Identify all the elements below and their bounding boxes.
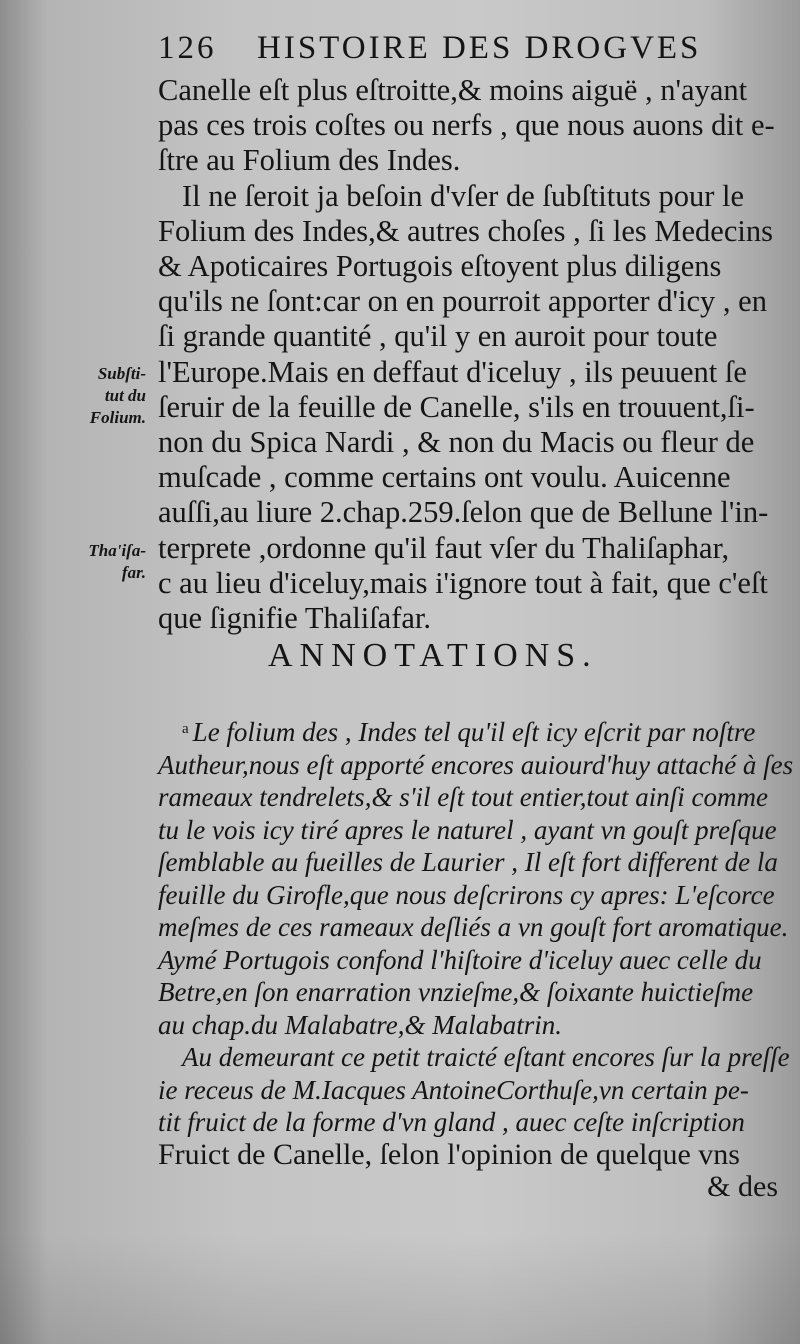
annotation-line: Fruict de Canelle, ſelon l'opinion de quelque vns xyxy=(158,1137,740,1171)
annotation-line: ſemblable au fueilles de Laurier , Il eſt fort different de la xyxy=(158,847,778,877)
page-number: 126 xyxy=(158,30,217,66)
margin-note-thalisafar: Tha'iſa- far. xyxy=(88,541,146,582)
text-line: l'Europe.Mais en deffaut d'iceluy , ils peuuent ſe xyxy=(158,354,747,389)
annotation-line: meſmes de ces rameaux deſliés a vn gouſt fort aromatique. xyxy=(158,912,789,942)
text-line: pas ces trois coſtes ou nerfs , que nous auons dit e- xyxy=(158,108,775,143)
text-line: ſeruir de la feuille de Canelle, s'ils en trouuent,ſi- xyxy=(158,389,755,424)
text-line: ſtre au Folium des Indes. xyxy=(158,143,461,178)
page-shadow xyxy=(0,1234,800,1344)
text-line: & Apoticaires Portugois eſtoyent plus diligens xyxy=(158,249,722,284)
annotation-line: tit fruict de la forme d'vn gland , auec ceſte inſcription xyxy=(158,1107,745,1137)
annotations-text xyxy=(158,713,794,1204)
footnote-marker: a xyxy=(182,721,189,737)
text-line: auſſi,au liure 2.chap.259.ſelon que de Bellune l'in- xyxy=(158,495,769,530)
annotation-line: $^a$ Le folium des , Indes tel qu'il eſt icy eſcrit par noſtre xyxy=(182,717,756,747)
annotation-line: Betre,en ſon enarration vnzieſme,& ſoixante huictieſme xyxy=(158,977,754,1007)
catchword: & des xyxy=(707,1170,778,1203)
annotation-line: ie receus de M.Iacques AntoineCorthuſe,vn certain pe- xyxy=(158,1074,749,1105)
text-line: qu'ils ne ſont:car on en pourroit apporter d'icy , en xyxy=(158,284,767,319)
annotation-line: tu le vois icy tiré apres le naturel , ayant vn gouſt preſque xyxy=(158,814,777,845)
running-title: HISTOIRE DES DROGVES xyxy=(257,30,702,66)
annotation-line: rameaux tendrelets,& s'il eſt tout entier,tout ainſi comme xyxy=(158,782,768,812)
annotation-line: Aymé Portugois confond l'hiſtoire d'iceluy auec celle du xyxy=(158,944,762,975)
annotation-line: feuille du Girofle,que nous deſcrirons cy apres: L'eſcorce xyxy=(158,879,775,910)
text-line: c au lieu d'iceluy,mais i'ignore tout à fait, que c'eſt xyxy=(158,565,768,600)
text-line: Il ne ſeroit ja beſoin d'vſer de ſubſtituts pour le xyxy=(182,178,744,213)
text-line: que ſignifie Thaliſafar. xyxy=(158,601,431,636)
text-line: ſi grande quantité , qu'il y en auroit pour toute xyxy=(158,319,718,354)
running-header xyxy=(158,30,701,67)
annotation-line: Au demeurant ce petit traicté eſtant encores ſur la preſſe xyxy=(182,1042,790,1072)
main-text xyxy=(158,73,773,636)
margin-note-substitut: Subſti- tut du Folium. xyxy=(89,364,146,427)
text-line: non du Spica Nardi , & non du Macis ou fleur de xyxy=(158,425,755,460)
text-line: muſcade , comme certains ont voulu. Auicenne xyxy=(158,460,731,495)
text-line: terprete ,ordonne qu'il faut vſer du Thaliſaphar, xyxy=(158,530,730,565)
annotation-line: Autheur,nous eſt apporté encores auiourd'huy attaché à ſes xyxy=(158,749,794,780)
annotation-line: au chap.du Malabatre,& Malabatrin. xyxy=(158,1009,562,1040)
annotations-heading: ANNOTATIONS. xyxy=(268,637,598,674)
text-line: Canelle eſt plus eſtroitte,& moins aiguë , n'ayant xyxy=(158,73,748,107)
text-line: Folium des Indes,& autres choſes , ſi les Medecins xyxy=(158,213,773,248)
